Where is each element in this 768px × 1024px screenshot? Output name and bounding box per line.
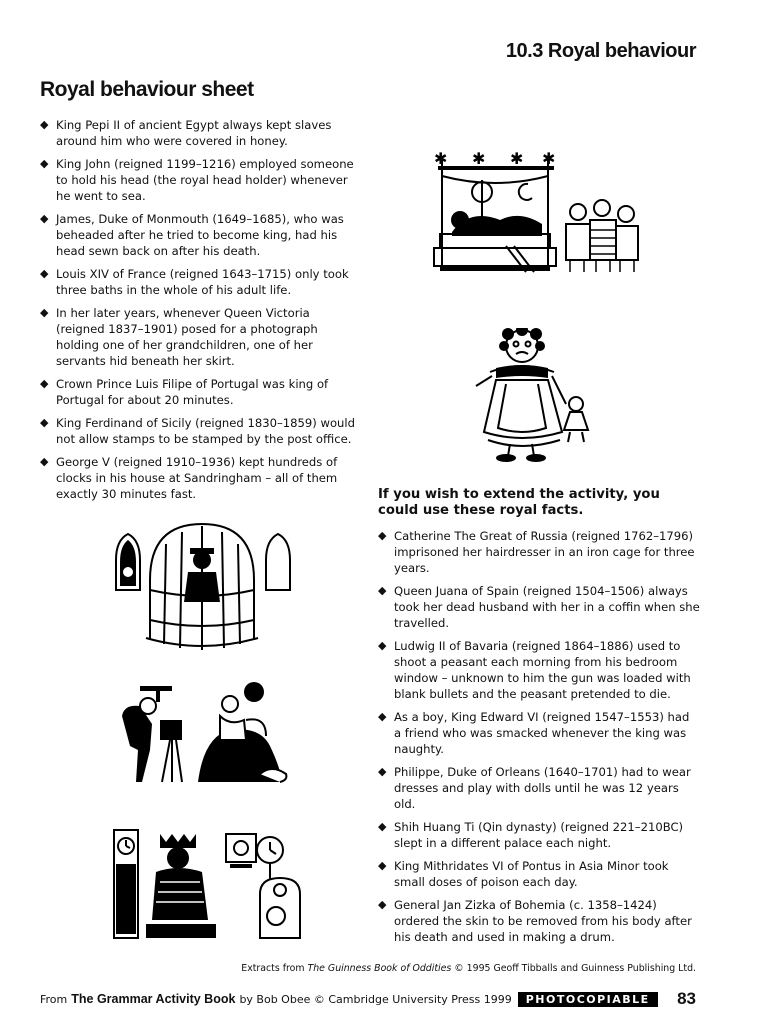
footer-credit: by Bob Obee © Cambridge University Press 1999	[239, 992, 512, 1006]
section-title: 10.3 Royal behaviour	[505, 40, 696, 62]
fact-item: ◆ King Pepi II of ancient Egypt always kept slaves around him who were covered in honey.	[40, 117, 362, 149]
extracts-copyright: © 1995 Geoff Tibballs and Guinness Publishing Ltd.	[454, 963, 696, 974]
fact-item: ◆ Crown Prince Luis Filipe of Portugal was king of Portugal for about 20 minutes.	[40, 376, 362, 408]
page-footer	[40, 991, 696, 1007]
footer-book-title: The Grammar Activity Book	[71, 992, 236, 1006]
svg-text:✱: ✱	[510, 150, 524, 168]
svg-text:✱: ✱	[542, 150, 556, 168]
extend-fact-item: ◆ King Mithridates VI of Pontus in Asia Minor took small doses of poison each day.	[378, 858, 700, 890]
svg-text:✱: ✱	[434, 150, 448, 168]
svg-text:✱: ✱	[472, 150, 486, 168]
fact-item: ◆ In her later years, whenever Queen Victoria (reigned 1837–1901) posed for a photograph holding one of her grandchildren, one of her servants hid beneath her skirt.	[40, 305, 362, 369]
facts-list-main	[40, 117, 362, 509]
extend-fact-item: ◆ As a boy, King Edward VI (reigned 1547–1553) had a friend who was smacked whenever the king was naughty.	[378, 709, 700, 757]
extend-heading: If you wish to extend the activity, you could use these royal facts.	[378, 487, 660, 518]
footer-from: From	[40, 992, 68, 1006]
extend-fact-item: ◆ Philippe, Duke of Orleans (1640–1701) had to wear dresses and play with dolls until he was 12 years old.	[378, 764, 700, 812]
photographer-queen-illustration	[120, 676, 300, 788]
page-number: 83	[677, 989, 696, 1008]
king-clocks-illustration	[110, 824, 310, 944]
extend-fact-item: ◆ Catherine The Great of Russia (reigned 1762–1796) imprisoned her hairdresser in an iron cage for three years.	[378, 528, 700, 576]
fact-item: ◆ Louis XIV of France (reigned 1643–1715) only took three baths in the whole of his adult life.	[40, 266, 362, 298]
royal-bed-illustration	[430, 150, 645, 278]
sheet-title: Royal behaviour sheet	[40, 78, 254, 101]
fact-item: ◆ King Ferdinand of Sicily (reigned 1830–1859) would not allow stamps to be stamped by the post office.	[40, 415, 362, 447]
fact-item: ◆ George V (reigned 1910–1936) kept hundreds of clocks in his house at Sandringham – all of them exactly 30 minutes fast.	[40, 454, 362, 502]
girl-with-doll-illustration	[470, 328, 595, 463]
extracts-source: The Guinness Book of Oddities	[307, 963, 452, 974]
extend-fact-item: ◆ Shih Huang Ti (Qin dynasty) (reigned 221–210BC) slept in a different palace each night.	[378, 819, 700, 851]
facts-list-extend	[378, 528, 700, 952]
fact-item: ◆ King John (reigned 1199–1216) employed someone to hold his head (the royal head holder) whenever he went to sea.	[40, 156, 362, 204]
extracts-prefix: Extracts from	[241, 963, 305, 974]
hairdresser-cage-illustration	[110, 520, 295, 655]
photocopiable-badge: PHOTOCOPIABLE	[518, 992, 658, 1007]
fact-item: ◆ James, Duke of Monmouth (1649–1685), who was beheaded after he tried to become king, had his head sewn back on after his death.	[40, 211, 362, 259]
extend-fact-item: ◆ Queen Juana of Spain (reigned 1504–1506) always took her dead husband with her in a coffin when she travelled.	[378, 583, 700, 631]
extracts-credit	[241, 963, 696, 974]
extend-fact-item: ◆ General Jan Zizka of Bohemia (c. 1358–1424) ordered the skin to be removed from his body after his death and used in making a drum.	[378, 897, 700, 945]
extend-fact-item: ◆ Ludwig II of Bavaria (reigned 1864–1886) used to shoot a peasant each morning from his bedroom window – unknown to him the gun was loaded with blank bullets and the peasant pretended to die.	[378, 638, 700, 702]
